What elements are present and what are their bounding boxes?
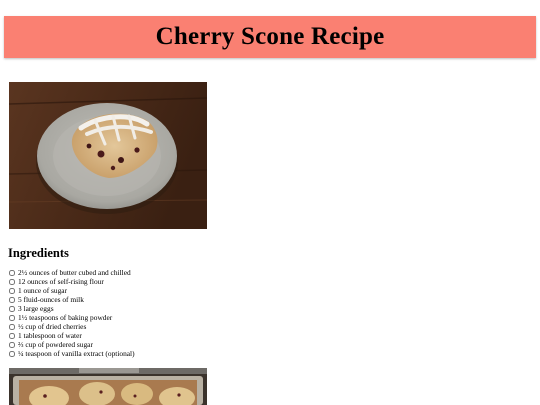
ingredient-checkbox[interactable]: [9, 342, 15, 348]
ingredient-label: 1 ounce of sugar: [18, 286, 68, 295]
scones-baking-tray-photo: [9, 368, 207, 405]
ingredient-label: ½ cup of dried cherries: [18, 322, 87, 331]
page-title: Cherry Scone Recipe: [155, 23, 385, 50]
ingredient-item: [9, 349, 135, 358]
ingredient-checkbox[interactable]: [9, 279, 15, 285]
ingredient-item: [9, 340, 135, 349]
ingredient-checkbox[interactable]: [9, 351, 15, 357]
ingredient-item: [9, 295, 135, 304]
ingredient-item: [9, 322, 135, 331]
ingredient-label: 5 fluid-ounces of milk: [18, 295, 84, 304]
ingredient-list: [9, 268, 135, 358]
ingredient-label: ¼ teaspoon of vanilla extract (optional): [18, 349, 135, 358]
ingredient-item: [9, 268, 135, 277]
ingredient-item: [9, 313, 135, 322]
ingredient-checkbox[interactable]: [9, 306, 15, 312]
ingredient-label: 1½ teaspoons of baking powder: [18, 313, 113, 322]
ingredient-label: 2½ ounces of butter cubed and chilled: [18, 268, 131, 277]
ingredient-label: 1 tablespoon of water: [18, 331, 82, 340]
ingredient-checkbox[interactable]: [9, 288, 15, 294]
ingredient-item: [9, 286, 135, 295]
scone-plate-photo: [9, 82, 207, 229]
ingredient-label: 3 large eggs: [18, 304, 54, 313]
ingredient-checkbox[interactable]: [9, 333, 15, 339]
ingredient-checkbox[interactable]: [9, 315, 15, 321]
ingredients-heading: Ingredients: [8, 246, 69, 260]
ingredient-item: [9, 331, 135, 340]
ingredient-checkbox[interactable]: [9, 324, 15, 330]
ingredient-item: [9, 304, 135, 313]
ingredient-item: [9, 277, 135, 286]
ingredient-label: 12 ounces of self-rising flour: [18, 277, 104, 286]
ingredient-label: ⅔ cup of powdered sugar: [18, 340, 93, 349]
ingredient-checkbox[interactable]: [9, 270, 15, 276]
ingredient-checkbox[interactable]: [9, 297, 15, 303]
title-banner: [4, 16, 536, 58]
